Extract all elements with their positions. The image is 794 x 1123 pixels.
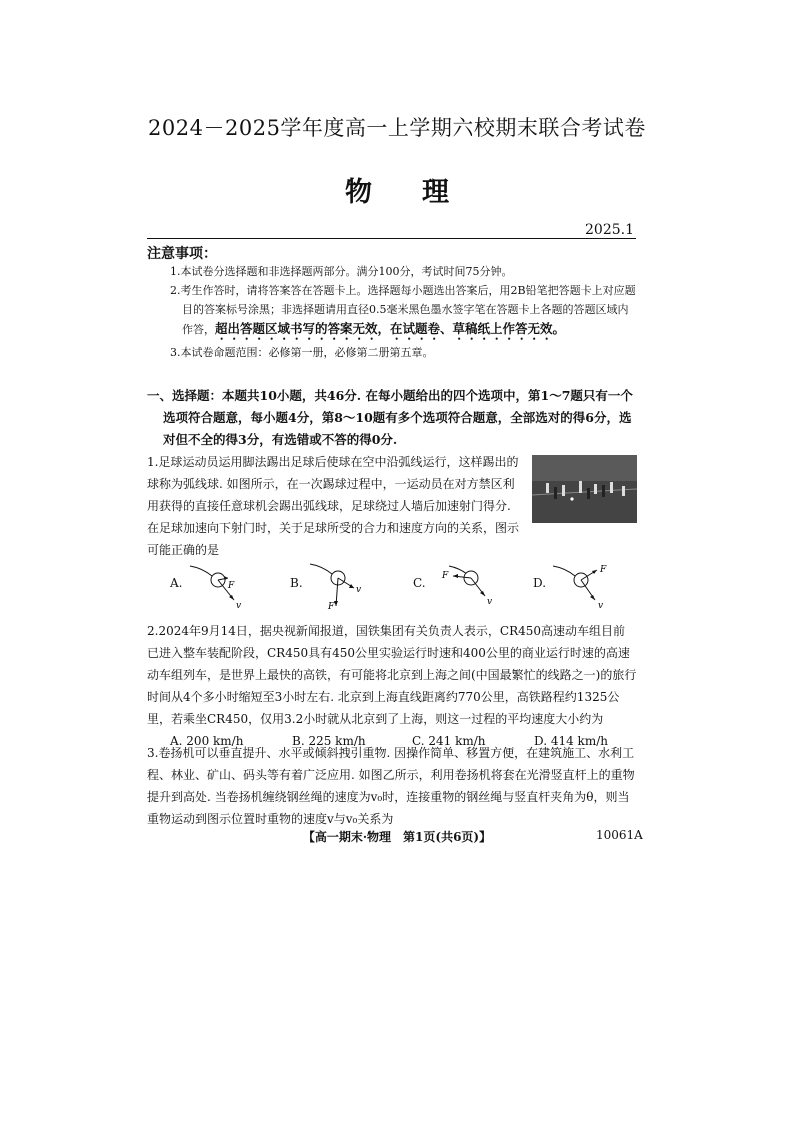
subject-title: 物理 xyxy=(345,177,499,208)
choice-c[interactable]: C. 241 km/h xyxy=(412,734,486,748)
notice-item-3: 3.本试卷命题范围：必修第一册，必修第二册第五章。 xyxy=(170,346,434,359)
question-3 xyxy=(147,742,637,830)
question-3-text: 3.卷扬机可以垂直提升、水平或倾斜拽引重物. 因操作简单、移置方便，在建筑施工、水利工程、林业、矿山、码头等有着广泛应用. 如图乙所示，利用卷扬机将套在光滑竖直杆上的重物提升到高处. 当卷扬机缠绕钢丝绳的速度为v₀时，连接重物的钢丝绳与竖直杆夹角为θ，则当重物运动到图示位置时重物的速度v与v₀关系为 xyxy=(147,746,635,826)
option-d-label: D. xyxy=(533,576,547,590)
section-text: 一、选择题：本题共10小题，共46分. 在每小题给出的四个选项中，第1～7题只有一个选项符合题意，每小题4分，第8～10题有多个选项符合题意，全部选对的得6分，选对但不全的得3分，有选错或不答的得0分. xyxy=(147,388,633,447)
notice-item-2 xyxy=(170,281,636,343)
question-1-text: 1.足球运动员运用脚法踢出足球后使球在空中沿弧线运行，这样踢出的球称为弧线球. 如图所示，在一次踢球过程中，一运动员在对方禁区利用获得的直接任意球机会踢出弧线球，足球绕过人墙后加速射门得分. 在足球加速向下射门时，关于足球所受的合力和速度方向的关系，图示可能正确的是 xyxy=(147,455,520,557)
option-a-velocity-label: v xyxy=(236,601,242,610)
option-c-velocity-label: v xyxy=(487,597,493,607)
question-2 xyxy=(147,620,637,752)
option-c-force-label: F xyxy=(442,571,449,581)
option-c-diagram xyxy=(431,562,501,610)
choice-a[interactable]: A. 200 km/h xyxy=(170,734,244,748)
question-1 xyxy=(147,451,522,561)
option-d[interactable] xyxy=(533,562,633,610)
exam-title: 2024－2025学年度高一上学期六校期末联合考试卷 xyxy=(148,116,646,140)
option-d-force-label: F xyxy=(600,565,607,575)
choice-b[interactable]: B. 225 km/h xyxy=(292,734,366,748)
option-b-force-label: F xyxy=(328,602,335,610)
choice-d[interactable]: D. 414 km/h xyxy=(534,734,608,748)
option-a-diagram xyxy=(188,562,258,610)
notice-item-1: 1.本试卷分选择题和非选择题两部分。满分100分，考试时间75分钟。 xyxy=(170,265,513,278)
notice-item-2-emphasis: 超出答题区域书写的答案无效，在试题卷、草稿纸上作答无效。 xyxy=(215,321,566,336)
question-2-text: 2.2024年9月14日，据央视新闻报道，国铁集团有关负责人表示，CR450高速动车组目前已进入整车装配阶段，CR450具有450公里实验运行时速和400公里的商业运行时速的高速动车组列车，是世界上最快的高铁，有可能将北京到上海之间(中国最繁忙的线路之一)的旅行时间从4个多小时缩短至3小时左右. 北京到上海直线距离约770公里，高铁路程约1325公里，若乘坐CR450，仅用3.2小时就从北京到了上海，则这一过程的平均速度大小约为 xyxy=(147,624,637,726)
page-footer: 【高一期末·物理 第1页(共6页)】 xyxy=(302,830,492,844)
option-b-label: B. xyxy=(290,576,303,590)
option-b-velocity-label: v xyxy=(356,585,362,595)
option-d-velocity-label: v xyxy=(598,601,604,610)
option-d-diagram xyxy=(551,562,621,610)
option-b-diagram xyxy=(308,562,378,610)
soccer-photo xyxy=(532,455,637,523)
option-a[interactable] xyxy=(170,562,270,610)
notice-heading: 注意事项： xyxy=(147,246,217,262)
option-a-force-label: F xyxy=(228,581,235,591)
header-rule xyxy=(147,238,636,239)
notice-item-2-text: 2.考生作答时，请将答案答在答题卡上。选择题每小题选出答案后，用2B铅笔把答题卡上对应题目的答案标号涂黑；非选择题请用直径0.5毫米黑色墨水签字笔在答题卡上各题的答题区域内作答， xyxy=(170,284,636,336)
option-c-label: C. xyxy=(413,576,426,590)
option-c[interactable] xyxy=(413,562,513,610)
option-b[interactable] xyxy=(290,562,390,610)
section-instructions xyxy=(147,385,639,451)
paper-code: 10061A xyxy=(596,828,643,842)
soccer-photo-image xyxy=(532,455,637,523)
question-1-options xyxy=(170,562,640,610)
exam-date: 2025.1 xyxy=(585,222,634,238)
option-a-label: A. xyxy=(170,576,183,590)
notice-list xyxy=(170,262,636,362)
